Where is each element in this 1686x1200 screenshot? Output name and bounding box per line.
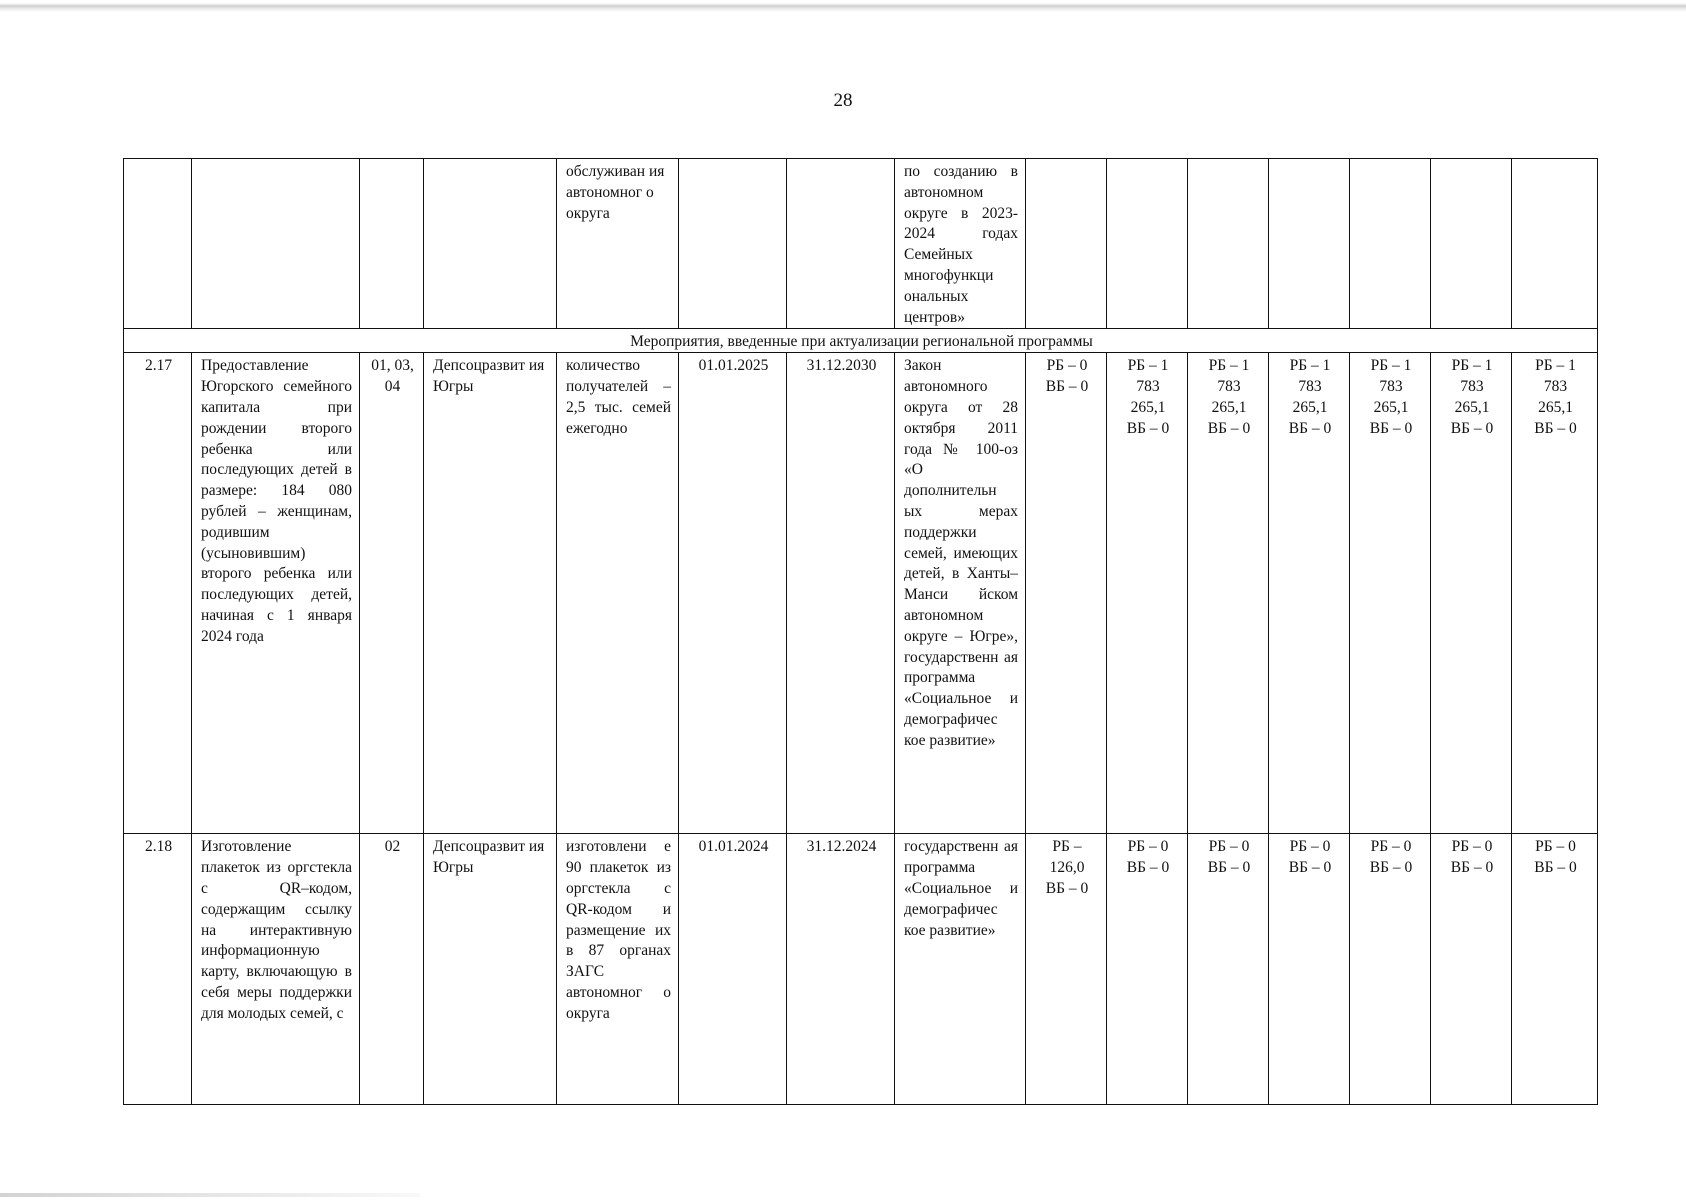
task-codes: 02	[360, 834, 424, 1105]
continuation-row	[124, 159, 1598, 329]
table-row	[124, 353, 1598, 834]
funding-line: 265,1	[1454, 398, 1490, 416]
cont-cell-fund	[1107, 159, 1188, 329]
funding-line: 783	[1543, 378, 1568, 396]
section-header: Мероприятия, введенные при актуализации региональной программы	[124, 329, 1598, 353]
funding-line: РБ – 0	[1370, 838, 1412, 856]
funding-line: 783	[1460, 378, 1484, 396]
cont-cell-fund	[1026, 159, 1107, 329]
funding-line: 783	[1136, 378, 1160, 396]
funding-cell	[1107, 353, 1188, 834]
measure-name: Предоставление Югорского семейного капитала при рождении второго ребенка или последующих детей в размере: 184 080 рублей – женщинам, родившим (усыновившим) второго ребенка или последующих детей, начиная с 1 января 2024 года	[192, 353, 360, 834]
funding-cell	[1512, 353, 1598, 834]
funding-line: РБ – 0	[1451, 838, 1493, 856]
funding-line: ВБ – 0	[1207, 859, 1251, 877]
funding-line: РБ – 0	[1535, 838, 1576, 856]
cont-cell-fund	[1512, 159, 1598, 329]
funding-line: ВБ – 0	[1534, 419, 1577, 437]
end-date: 31.12.2030	[787, 353, 895, 834]
legal-basis: Закон автономного округа от 28 октября 2011 года № 100-оз «О дополнительн ых мерах поддержки семей, имеющих детей, в Ханты–Манси йском автономном округе – Югре», государственн ая программа «Социальное и демографичес кое развитие»	[895, 353, 1026, 834]
funding-line: РБ –	[1052, 838, 1082, 856]
funding-line: 783	[1298, 378, 1322, 396]
funding-line: ВБ – 0	[1450, 419, 1494, 437]
funding-line: ВБ – 0	[1288, 859, 1332, 877]
cont-cell-num	[124, 159, 192, 329]
funding-line: РБ – 1	[1289, 357, 1331, 375]
cont-cell-codes	[360, 159, 424, 329]
funding-line: ВБ – 0	[1126, 419, 1170, 437]
funding-line: РБ – 1	[1535, 357, 1576, 375]
funding-cell	[1431, 353, 1512, 834]
funding-line: ВБ – 0	[1369, 419, 1413, 437]
funding-line: РБ – 1	[1370, 357, 1412, 375]
funding-line: 126,0	[1049, 859, 1085, 877]
funding-line: РБ – 1	[1208, 357, 1250, 375]
funding-line: РБ – 0	[1127, 838, 1169, 856]
funding-cell	[1512, 834, 1598, 1105]
end-date: 31.12.2024	[787, 834, 895, 1105]
funding-line: ВБ – 0	[1450, 859, 1494, 877]
funding-line: 265,1	[1292, 398, 1328, 416]
funding-line: РБ – 1	[1451, 357, 1493, 375]
row-number: 2.18	[124, 834, 192, 1105]
funding-line: 783	[1379, 378, 1403, 396]
funding-line: РБ – 0	[1208, 838, 1250, 856]
section-header-row	[124, 329, 1598, 353]
funding-line: ВБ – 0	[1045, 879, 1089, 897]
funding-cell	[1350, 353, 1431, 834]
funding-line: РБ – 1	[1127, 357, 1169, 375]
indicator: количество получателей – 2,5 тыс. семей ежегодно	[557, 353, 679, 834]
funding-cell	[1350, 834, 1431, 1105]
cont-cell-fund	[1350, 159, 1431, 329]
page-number: 28	[833, 90, 853, 111]
funding-line: ВБ – 0	[1288, 419, 1332, 437]
funding-cell	[1188, 353, 1269, 834]
indicator: изготовлени е 90 плакеток из оргстекла с QR-кодом и размещение их в 87 органах ЗАГС автономног о округа	[557, 834, 679, 1105]
cont-cell-name	[192, 159, 360, 329]
funding-cell	[1026, 834, 1107, 1105]
cont-cell-executor	[424, 159, 557, 329]
cont-cell-fund	[1269, 159, 1350, 329]
funding-line: 783	[1217, 378, 1241, 396]
funding-cell	[1107, 834, 1188, 1105]
executor: Депсоцразвит ия Югры	[424, 834, 557, 1105]
measure-name: Изготовление плакеток из оргстекла с QR–кодом, содержащим ссылку на интерактивную информационную карту, включающую в себя меры поддержки для молодых семей, с	[192, 834, 360, 1105]
row-number: 2.17	[124, 353, 192, 834]
cont-cell-fund	[1431, 159, 1512, 329]
scan-edge-bottom	[0, 1193, 420, 1197]
cont-cell-indicator: обслуживан ия автономног о округа	[557, 159, 679, 329]
task-codes: 01, 03, 04	[360, 353, 424, 834]
funding-cell	[1269, 353, 1350, 834]
funding-cell	[1431, 834, 1512, 1105]
funding-line: ВБ – 0	[1045, 378, 1089, 396]
cont-cell-fund	[1188, 159, 1269, 329]
start-date: 01.01.2025	[679, 353, 787, 834]
funding-line: РБ – 0	[1289, 838, 1331, 856]
funding-line: ВБ – 0	[1207, 419, 1251, 437]
legal-basis: государственн ая программа «Социальное и демографичес кое развитие»	[895, 834, 1026, 1105]
funding-line: 265,1	[1538, 398, 1573, 416]
program-table	[123, 158, 1598, 1105]
scan-edge-top	[0, 3, 1686, 12]
funding-line: ВБ – 0	[1534, 859, 1577, 877]
funding-cell	[1269, 834, 1350, 1105]
cont-cell-start	[679, 159, 787, 329]
funding-line: 265,1	[1211, 398, 1247, 416]
funding-cell	[1026, 353, 1107, 834]
start-date: 01.01.2024	[679, 834, 787, 1105]
funding-cell	[1188, 834, 1269, 1105]
executor: Депсоцразвит ия Югры	[424, 353, 557, 834]
funding-line: ВБ – 0	[1369, 859, 1413, 877]
cont-cell-end	[787, 159, 895, 329]
cont-cell-basis: по созданию в автономном округе в 2023-2024 годах Семейных многофункци ональных центров»	[895, 159, 1026, 329]
table-row	[124, 834, 1598, 1105]
funding-line: ВБ – 0	[1126, 859, 1170, 877]
funding-line: 265,1	[1130, 398, 1166, 416]
funding-line: РБ – 0	[1046, 357, 1088, 375]
funding-line: 265,1	[1373, 398, 1409, 416]
